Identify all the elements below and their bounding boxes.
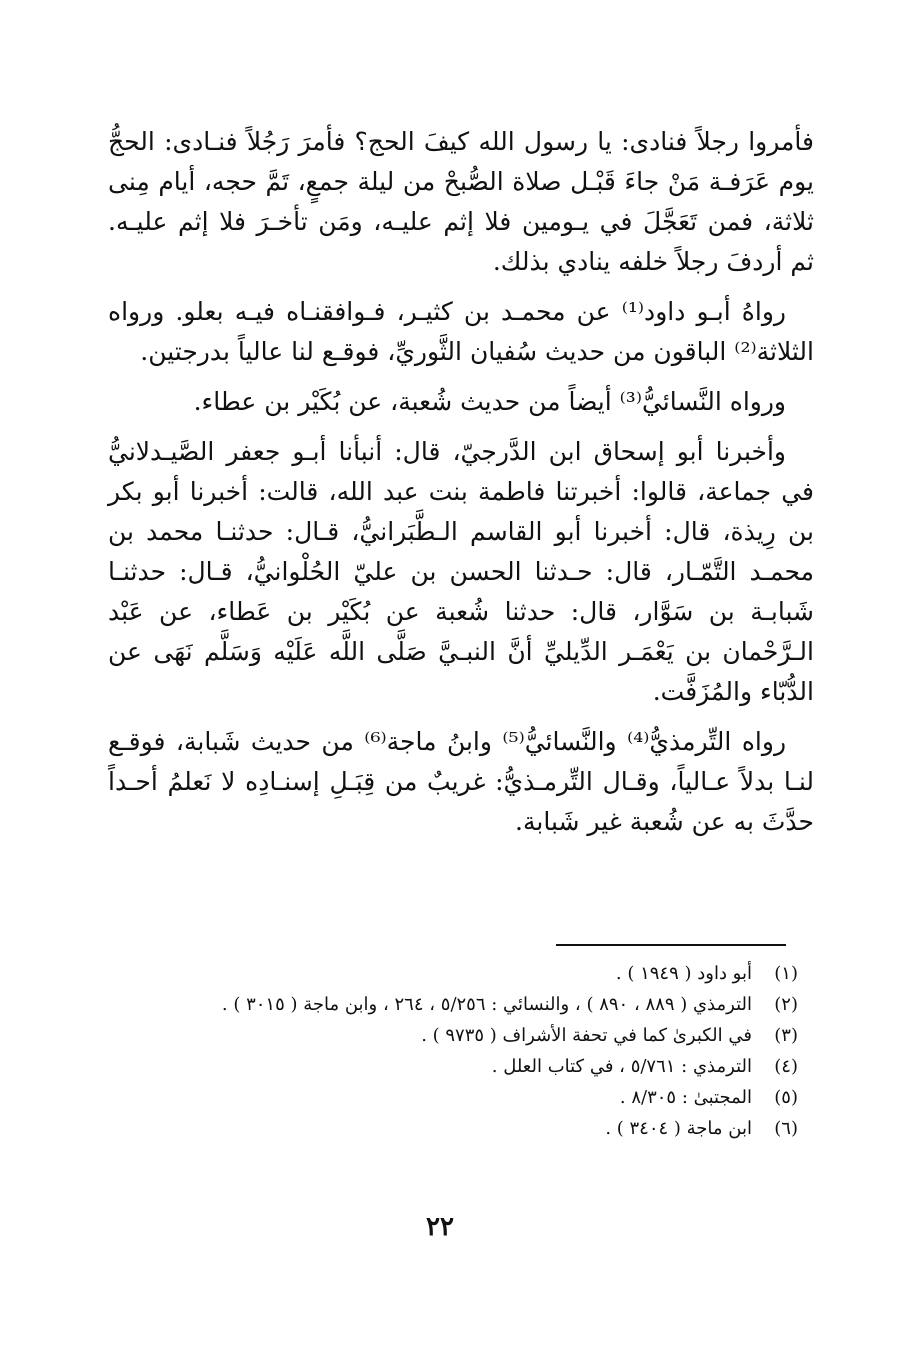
footnotes-list	[108, 958, 798, 1144]
footnote-2	[108, 989, 798, 1020]
paragraph-3: ورواه النَّسائيُّ⁽³⁾ أيضاً من حديث شُعبة، عن بُكَيْر بن عطاء.	[193, 387, 786, 416]
footnote-6	[108, 1113, 798, 1144]
footnote-3	[108, 1020, 798, 1051]
paragraph-1: فأمروا رجلاً فنادى: يا رسول الله كيفَ الحج؟ فأمرَ رَجُلاً فنـادى: الحجُّ يوم عَرَفـة مَنْ جاءَ قَبْـل صلاة الصُّبحْ من ليلة جمعٍ، تَمَّ حجه، أيام مِنى ثلاثة، فمن تَعَجَّلَ في يـومين فلا إثم عليـه، ومَن تأخـرَ فلا إثم عليـه. ثم أردفَ رجلاً خلفه ينادي بذلك.	[108, 127, 814, 276]
footnote-marker: (٥)	[774, 1087, 798, 1108]
footnote-text: المجتبىٰ : ٨/٣٠٥ .	[619, 1087, 752, 1108]
footnote-marker: (٢)	[774, 994, 798, 1015]
paragraph-4: وأخبرنا أبو إسحاق ابن الدَّرجيّ، قال: أنبأنا أبـو جعفر الصَّيـدلانيُّ في جماعة، قالوا: أخبرتنا فاطمة بنت عبد الله، قالت: أخبرنا أبو بكر بن رِيذة، قال: أخبرنا أبو القاسم الـطَّبَرانيُّ، قـال: حدثنـا محمد بن محمـد التَّمّـار، قال: حـدثنا الحسن بن عليّ الحُلْوانيُّ، قـال: حدثنـا شَبابـة بن سَوَّار، قال: حدثنا شُعبة عن بُكَيْر بن عَطاء، عن عَبْد الـرَّحْمان بن يَعْمَـر الدِّيليِّ أنَّ النبـيَّ صَلَّى اللَّه عَلَيْه وَسَلَّم نَهَى عن الدُّبّاء والمُزَفَّت.	[108, 437, 814, 706]
footnote-text: الترمذي ( ٨٨٩ ، ٨٩٠ ) ، والنسائي : ٥/٢٥٦ ، ٢٦٤ ، وابن ماجة ( ٣٠١٥ ) .	[221, 994, 752, 1015]
footnote-marker: (٣)	[774, 1025, 798, 1046]
footnote-1	[108, 958, 798, 989]
footnote-marker: (٦)	[774, 1118, 798, 1139]
footnote-text: أبو داود ( ١٩٤٩ ) .	[615, 963, 752, 984]
footnote-5	[108, 1082, 798, 1113]
footnote-marker: (١)	[774, 963, 798, 984]
main-text-block	[108, 122, 814, 852]
page-number: ٢٢	[426, 1212, 454, 1242]
footnote-text: الترمذي : ٥/٧٦١ ، في كتاب العلل .	[491, 1056, 752, 1077]
footnote-marker: (٤)	[774, 1056, 798, 1077]
footnote-text: ابن ماجة ( ٣٤٠٤ ) .	[605, 1118, 752, 1139]
paragraph-5: رواه التِّرمذيُّ⁽⁴⁾ والنَّسائيُّ⁽⁵⁾ وابنُ ماجة⁽⁶⁾ من حديث شَبابة، فوقـع لنـا بدلاً عـالياً، وقـال التِّرمـذيُّ: غريبٌ من قِبَـلِ إسنـادِه لا نَعلمُ أحـداً حدَّثَ به عن شُعبة غير شَبابة.	[108, 727, 814, 836]
footnote-divider	[556, 944, 786, 946]
footnote-text: في الكبرىٰ كما في تحفة الأشراف ( ٩٧٣٥ ) .	[421, 1025, 752, 1046]
footnote-4	[108, 1051, 798, 1082]
paragraph-2: رواهُ أبـو داود⁽¹⁾ عن محمـد بن كثيـر، فـوافقنـاه فيـه بعلو. ورواه الثلاثة⁽²⁾ الباقون من حديث سُفيان الثَّوريِّ، فوقـع لنا عالياً بدرجتين.	[108, 297, 814, 366]
